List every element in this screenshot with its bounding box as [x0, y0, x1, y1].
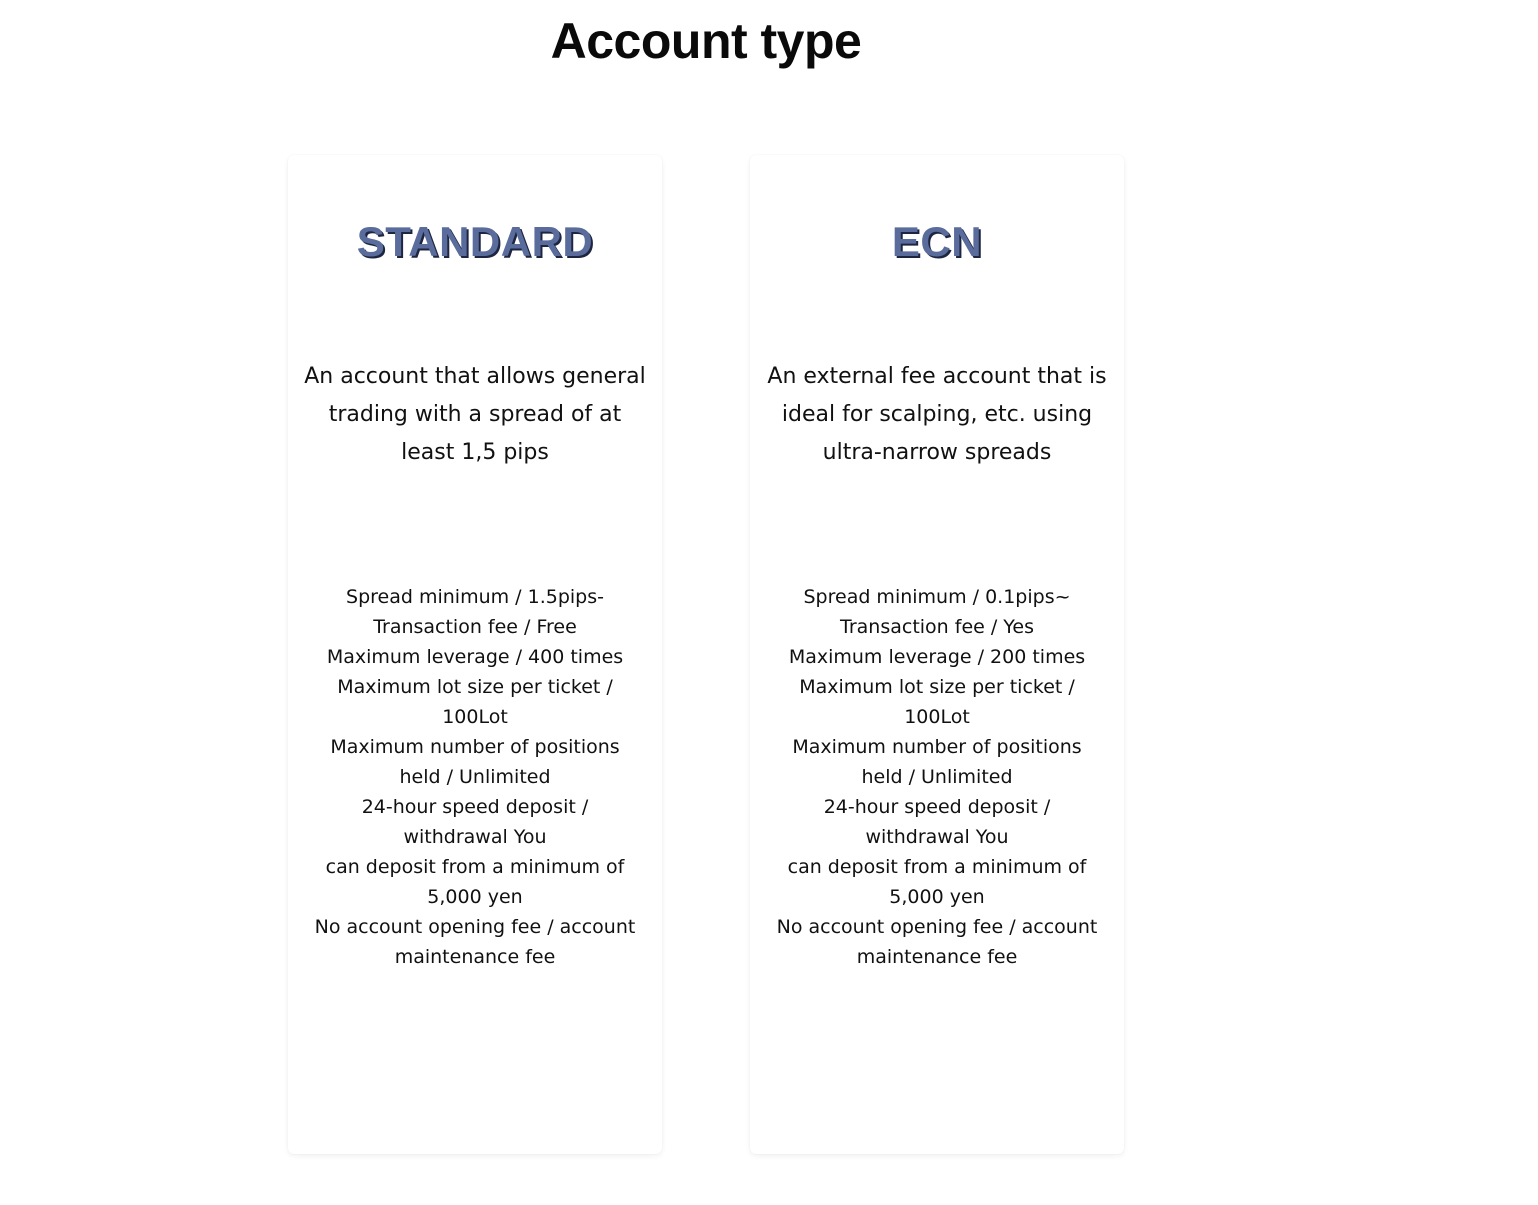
account-name-ecn: ECN	[891, 218, 983, 265]
feature-item: No account opening fee / account maintenance fee	[314, 916, 636, 968]
feature-item: Transaction fee / Yes	[840, 616, 1034, 638]
feature-list-ecn	[760, 582, 1114, 972]
feature-item: 24-hour speed deposit / withdrawal You	[361, 796, 589, 848]
page-title: Account type	[550, 13, 862, 69]
feature-item: Maximum number of positions held / Unlimited	[792, 736, 1082, 788]
feature-item: Maximum lot size per ticket / 100Lot	[337, 676, 613, 728]
account-card-standard	[288, 155, 662, 1154]
feature-item: 24-hour speed deposit / withdrawal You	[823, 796, 1051, 848]
feature-item: Spread minimum / 0.1pips~	[803, 586, 1071, 608]
feature-list-standard	[298, 582, 652, 972]
feature-item: Maximum lot size per ticket / 100Lot	[799, 676, 1075, 728]
feature-item: can deposit from a minimum of 5,000 yen	[787, 856, 1087, 908]
account-card-ecn	[750, 155, 1124, 1154]
feature-item: No account opening fee / account maintenance fee	[776, 916, 1098, 968]
feature-item: Maximum leverage / 200 times	[788, 646, 1086, 668]
account-description-ecn: An external fee account that is ideal for scalping, etc. using ultra-narrow spreads	[767, 364, 1107, 465]
account-name-standard: STANDARD	[356, 218, 594, 265]
account-description-standard: An account that allows general trading with a spread of at least 1,5 pips	[304, 364, 646, 465]
feature-item: Maximum number of positions held / Unlimited	[330, 736, 620, 788]
feature-item: Maximum leverage / 400 times	[326, 646, 624, 668]
feature-item: Transaction fee / Free	[373, 616, 577, 638]
feature-item: can deposit from a minimum of 5,000 yen	[325, 856, 625, 908]
feature-item: Spread minimum / 1.5pips-	[346, 586, 604, 608]
